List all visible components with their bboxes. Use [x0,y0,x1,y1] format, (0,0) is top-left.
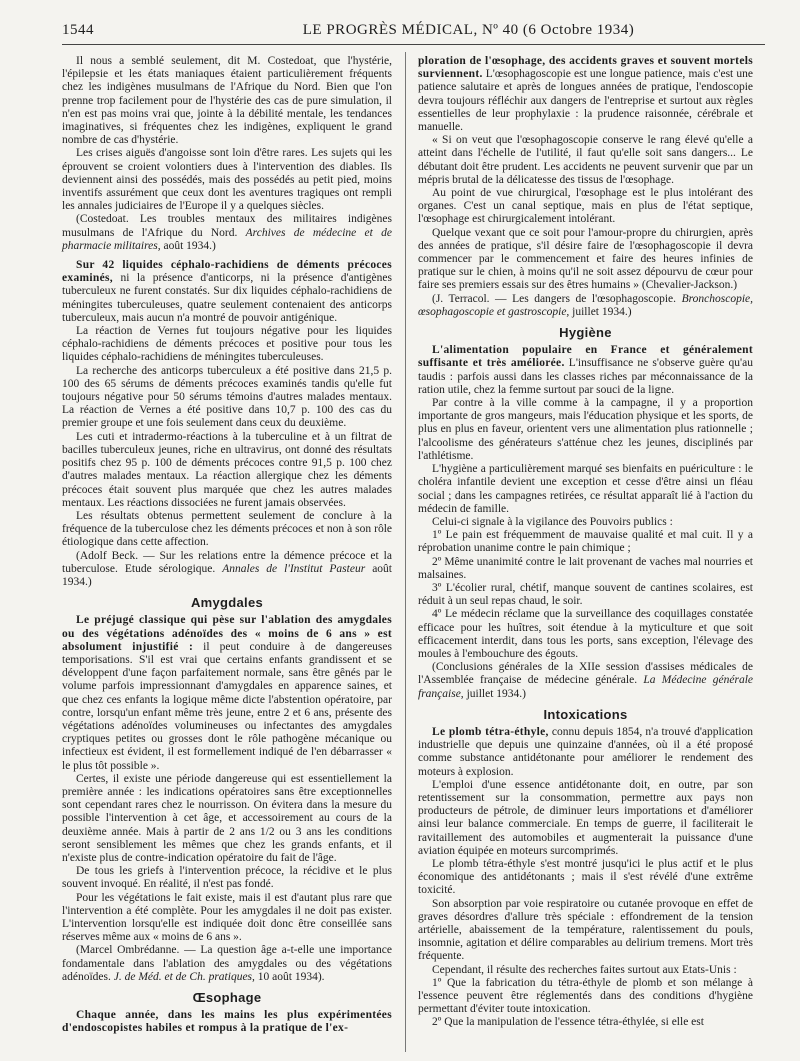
paragraph: Les crises aiguës d'angoisse sont loin d'être rares. Les sujets qui les éprouvent se croient volontiers dues à l'intervention des diables. Ils deviennent ainsi des possédés, mais des possédés au petit pied, moins inventifs assurément que ceux dont les aventures tragiques ont rempli les annales judiciaires de l'Europe il y a quelques siècles. [62,147,392,213]
paragraph: L'hygiène a particulièrement marqué ses bienfaits en puériculture : le choléra infantile devient une exception et cesse d'être ainsi un fléau social ; dans les campagnes retirées, ce résultat apparaît lié à l'action du médecin de famille. [418,463,753,515]
citation: (Marcel Ombrédanne. — La question âge a-t-elle une importance fondamentale dans l'ablation des amygdales ou des végétations adénoïdes. J. de Méd. et de Ch. pratiques, 10 août 1934). [62,944,392,983]
article-lead: Le plomb tétra-éthyle, [432,725,549,738]
paragraph: Celui-ci signale à la vigilance des Pouvoirs publics : [432,515,673,528]
list-item: 4º Le médecin réclame que la surveillance des coquillages constatée efficace pour les huîtres, soit étendue à la myticulture et que soit efficacement interdit, dans tous les ports, sans exception, l'élevage des moules à l'embouchure des égouts. [418,608,753,660]
section-heading-oesophage: Œsophage [192,990,262,1006]
article-paragraph: Sur 42 liquides céphalo-rachidiens de déments précoces examinés, ni la présence d'anticorps, ni la présence d'antigènes tuberculeux ne furent constatés. Sur dix liquides céphalo-rachidiens de méningites tuberculeuses, quatre seulement contenaient des anticorps tuberculeux, mais aucun n'a montré de pouvoir antigénique. [62,259,392,324]
page-number: 1544 [62,22,94,38]
article-paragraph: L'alimentation populaire en France et généralement suffisante et très améliorée. L'insuffisance ne s'observe guère qu'au taudis : parfois aussi dans les classes riches par méconnaissance de la ration utile, chez la femme surtout par souci de la ligne. [418,344,753,396]
list-item: 2º Que la manipulation de l'essence tétra-éthylée, si elle est [432,1016,704,1029]
paragraph: Le plomb tétra-éthyle s'est montré jusqu'ici le plus actif et le plus économique des antidétonants ; mais il s'est révélé d'une extrême toxicité. [418,857,753,897]
column-divider [405,52,406,1052]
article-lead: Sur 42 liquides céphalo-rachidiens de déments précoces examinés, [62,259,392,285]
article-paragraph [62,1009,392,1035]
citation: (Conclusions générales de la XIIe session d'assises médicales de l'Assemblée française de médecine générale. La Médecine générale française, juillet 1934.) [418,661,753,700]
article-lead: Chaque année, dans les mains les plus expérimentées d'endoscopistes habiles et rompus à la pratique de l'ex- [62,1009,392,1035]
paragraph: De tous les griefs à l'intervention précoce, la récidive et le plus souvent invoqué. En réalité, il n'est pas fondé. [62,865,392,891]
article-lead: Le préjugé classique qui pèse sur l'ablation des amygdales ou des végétations adénoïdes des « moins de 6 ans » est absolument injustifié : [62,614,392,653]
paragraph: Les cuti et intradermo-réactions à la tuberculine et à un filtrat de bacilles tuberculeux jeunes, riche en ultravirus, ont donné des résultats positifs chez 95 p. 100 de déments précoces contre 91,5 p. 100 chez d'autres malades mentaux. La réaction allergique chez les déments précoces était souvent plus marquée que chez les autres malades mentaux. Les réactions dissociées ne furent jamais observées. [62,430,392,509]
paragraph: Cependant, il résulte des recherches faites surtout aux Etats-Unis : [432,963,737,976]
citation: (Adolf Beck. — Sur les relations entre la démence précoce et la tuberculose. Etude sérologique. Annales de l'Institut Pasteur août 1934.) [62,549,392,588]
list-item: 2º Même unanimité contre le lait provenant de vaches mal nourries et malsaines. [418,555,753,581]
right-column [418,55,753,1030]
section-heading-intoxications: Intoxications [543,706,628,722]
citation: (Costedoat. Les troubles mentaux des militaires indigènes musulmans de l'Afrique du Nord. Archives de médecine et de pharmacie militaires, août 1934.) [62,213,392,252]
journal-title-line: LE PROGRÈS MÉDICAL, Nº 40 (6 Octobre 1934) [302,22,635,38]
paragraph: Certes, il existe une période dangereuse qui est essentiellement la première année : les indications opératoires sans être exceptionnelles sont cependant rares chez le nourrisson. On évitera dans la mesure du possible l'intervention à cet âge, et accessoirement au cours de la deuxième année. Mais à partir de 2 ans 1/2 ou 3 ans les conditions seront sensiblement les mêmes que chez les grands enfants, et il n'existe plus de contre-indication opératoire du fait de l'âge. [62,772,392,864]
paragraph: Au point de vue chirurgical, l'œsophage est le plus intolérant des organes. C'est un canal septique, mais en plus de l'état septique, l'œsophage est chirurgicalement intolérant. [418,187,753,226]
article-paragraph: Le préjugé classique qui pèse sur l'ablation des amygdales ou des végétations adénoïdes des « moins de 6 ans » est absolument injustifié : il peut conduire à de dangereuses temporisations. S'il est vrai que certains enfants grandissent et se développent d'une façon parfaitement normale, sans être gênés par le volume parfois impressionnant d'amygdales en apparence saines, et que chez ces enfants la logique même dicte l'abstention opératoire, par contre, lorsqu'un enfant même très jeune, entre 2 et 6 ans, présente des végétations adénoïdes volumineuses ou infectantes des amygdales cryptiques petites ou grosses dont le rôle pathogène mécanique ou infectieux est évident, il est formellement indiqué de l'en débarrasser « le plus tôt possible ». [62,614,392,772]
paragraph: Son absorption par voie respiratoire ou cutanée provoque en effet de graves désordres d'allure très spéciale : effondrement de la tension artérielle, abaissement de la température, ralentissement du pouls, insomnie, agitation et délire comparables au delirium tremens. Mort très fréquente. [418,897,753,963]
article-lead: L'alimentation populaire en France et généralement suffisante et très améliorée. [418,344,753,370]
article-lead: ploration de l'œsophage, des accidents graves et souvent mortels surviennent. [418,55,753,81]
paragraph: La recherche des anticorps tuberculeux a été positive dans 21,5 p. 100 des 65 sérums de déments précoces examinés tandis qu'elle fut toujours négative pour 50 sérums témoins d'autres malades mentaux. La réaction de Vernes a été positive dans 10,7 p. 100 des cas du premier groupe et une fois seulement dans ceux du deuxième. [62,364,392,430]
paragraph: La réaction de Vernes fut toujours négative pour les liquides céphalo-rachidiens de déments précoces et positive pour tous les liquides céphalo-rachidiens de méningites tuberculeuses. [62,325,392,364]
left-column [62,55,392,1036]
paragraph: Il nous a semblé seulement, dit M. Costedoat, que l'hystérie, l'épilepsie et les états maniaques étaient particulièrement fréquents chez les indigènes musulmans de l'Afrique du Nord. Bien que l'on prenne trop facilement pour de l'hystérie des cas de pure simulation, il n'en est pas moins vrai que, jointe à la débilité mentale, les tendances imaginatives, si fréquentes chez les indigènes, expliquent le grand nombre de cas d'hystérie. [62,55,392,147]
paragraph: « Si on veut que l'œsophagoscopie conserve le rang élevé qu'elle a atteint dans l'échelle de l'utilité, il faut qu'elle soit sans dangers... Le débutant doit être prudent. Les accidents ne peuvent survenir que par un mépris brutal de la délicatesse des tissus de l'œsophage. [418,134,753,186]
running-header [62,22,765,44]
list-item: 1º Que la fabrication du tétra-éthyle de plomb et son mélange à l'essence peuvent être réglementés dans des conditions d'hygiène permettant d'éviter toute intoxication. [418,976,753,1016]
paragraph: Quelque vexant que ce soit pour l'amour-propre du chirurgien, après des années de pratique, s'il désire faire de l'œsophagoscopie il devra commencer par le commencement et faire des heures infinies de pratique sur le chien, à moins qu'il ne soit assez dépourvu de cœur pour faire ses premiers essais sur des êtres humains » (Chevalier-Jackson.) [418,226,753,292]
article-paragraph: Le plomb tétra-éthyle, connu depuis 1854, n'a trouvé d'application industrielle que depuis une quinzaine d'années, où il a été proposé comme substance antidétonante pour améliorer le rendement des moteurs à explosion. [418,725,753,778]
article-paragraph: ploration de l'œsophage, des accidents graves et souvent mortels surviennent. L'œsophagoscopie est une longue patience, mais c'est une patience salutaire et après de longues années de pratique, l'endoscopie devra toujours réfléchir aux dangers de l'entreprise et surtout aux règles essentielles de leur prophylaxie : la prudence raisonnée, cérébrale et manuelle. [418,55,753,134]
list-item: 1º Le pain est fréquemment de mauvaise qualité et mal cuit. Il y a réprobation unanime contre le pain chimique ; [418,529,753,555]
list-item: 3º L'écolier rural, chétif, manque souvent de cantines scolaires, est réduit à un seul repas chaud, le soir. [418,581,753,608]
paragraph: L'emploi d'une essence antidétonante doit, en outre, par son retentissement sur la consommation, permettre aux pays non producteurs de pétrole, de diminuer leurs importations et d'améliorer ainsi leur balance commerciale. En temps de guerre, il faciliterait le ravitaillement des automobiles et augmenterait la puissance d'une aviation équipée en moteurs surcomprimés. [418,778,753,857]
header-rule [62,44,765,45]
section-heading-hygiene: Hygiène [559,325,612,341]
paragraph: Les résultats obtenus permettent seulement de conclure à la fréquence de la tuberculose chez les déments précoces et non à son rôle étiologique dans cette affection. [62,509,392,549]
citation: (J. Terracol. — Les dangers de l'œsophagoscopie. Bronchoscopie, œsophagoscopie et gastroscopie, juillet 1934.) [418,292,753,318]
section-heading-amygdales: Amygdales [190,595,264,611]
paragraph: Pour les végétations le fait existe, mais il est d'autant plus rare que l'intervention a été complète. Pour les amygdales il ne doit pas exister. L'intervention lorsqu'elle est indiquée doit donc être conseillée sans réserves même aux « moins de 6 ans ». [62,891,392,944]
paragraph: Par contre à la ville comme à la campagne, il y a proportion importante de gros mangeurs, mais l'éducation physique et les sports, de plus en plus en faveur, orientent vers une alimentation plus rationnelle ; l'alcoolisme des générateurs s'atténue chez les jeunes, disciplinés par l'athlétisme. [418,397,753,462]
